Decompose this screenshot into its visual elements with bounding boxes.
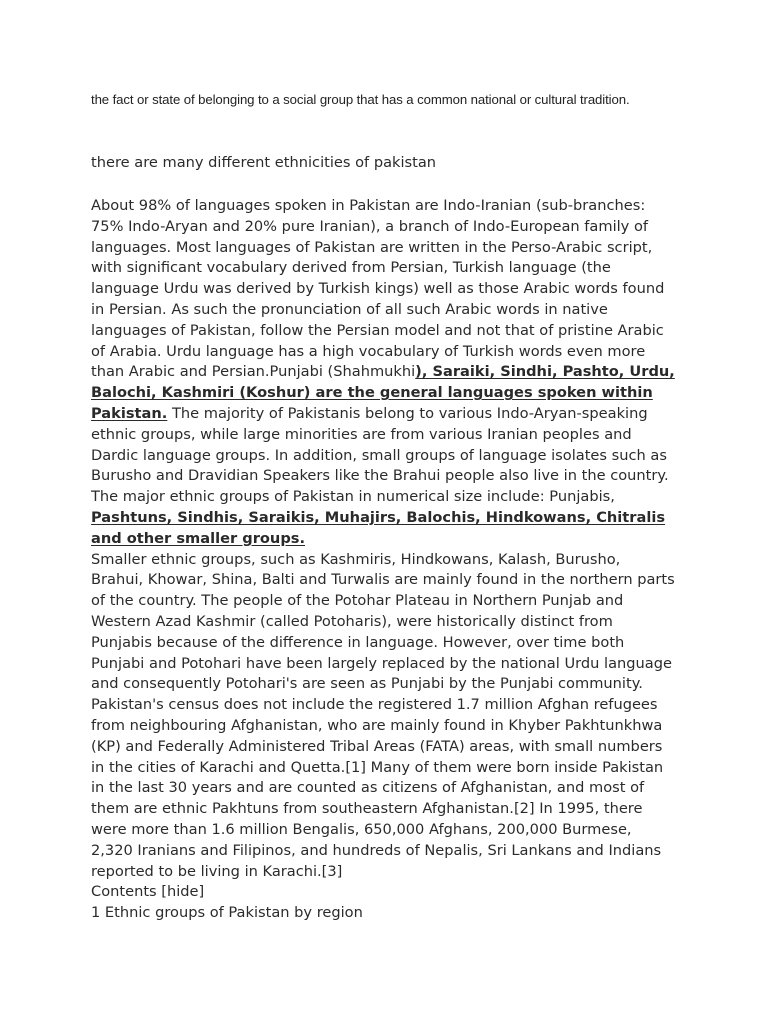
intro-text: there are many different ethnicities of pakistan — [91, 154, 437, 171]
text-line: in the last 30 years and are counted as citizens of Afghanistan, and most of — [91, 779, 645, 797]
definition-text: the fact or state of belonging to a social group that has a common national or cultural tradition. — [91, 92, 630, 107]
text-line: Punjabis because of the difference in language. However, over time both — [91, 633, 625, 651]
text-segment: The majority of Pakistanis belong to various Indo-Aryan-speaking — [167, 404, 648, 422]
text-segment: than Arabic and Persian.Punjabi (Shahmukhi — [91, 363, 416, 381]
text-line — [91, 529, 683, 550]
text-line: Burusho and Dravidian Speakers like the Brahui people also live in the country. — [91, 467, 669, 485]
text-line: of Arabia. Urdu language has a high vocabulary of Turkish words even more — [91, 342, 646, 360]
text-line: of the country. The people of the Potohar Plateau in Northern Punjab and — [91, 592, 624, 610]
contents-item-ethnic-groups[interactable]: 1 Ethnic groups of Pakistan by region — [91, 904, 363, 922]
text-line: About 98% of languages spoken in Pakistan are Indo-Iranian (sub-branches: — [91, 197, 646, 214]
text-line: ethnic groups, while large minorities are from various Iranian peoples and — [91, 425, 632, 443]
text-line: The major ethnic groups of Pakistan in numerical size include: Punjabis, — [91, 488, 615, 506]
text-line — [91, 404, 683, 425]
text-line — [91, 508, 683, 529]
text-line: from neighbouring Afghanistan, who are mainly found in Khyber Pakhtunkhwa — [91, 716, 663, 734]
text-line: were more than 1.6 million Bengalis, 650,000 Afghans, 200,000 Burmese, — [91, 820, 632, 838]
text-line: 75% Indo-Aryan and 20% pure Iranian), a branch of Indo-European family of — [91, 217, 649, 235]
text-line: in Persian. As such the pronunciation of all such Arabic words in native — [91, 300, 608, 318]
text-line: them are ethnic Pakhtuns from southeastern Afghanistan.[2] In 1995, there — [91, 800, 643, 818]
text-line: with significant vocabulary derived from Persian, Turkish language (the — [91, 259, 611, 277]
bold-ethnic-groups-text: Pashtuns, Sindhis, Saraikis, Muhajirs, Balochis, Hindkowans, Chitralis — [91, 508, 666, 526]
text-line: Brahui, Khowar, Shina, Balti and Turwalis are mainly found in the northern parts — [91, 571, 675, 589]
text-line: (KP) and Federally Administered Tribal Areas (FATA) areas, with small numbers — [91, 737, 663, 755]
text-line: Smaller ethnic groups, such as Kashmiris, Hindkowans, Kalash, Burusho, — [91, 550, 621, 568]
bold-ethnic-groups-text: and other smaller groups. — [91, 529, 305, 547]
body-paragraph — [91, 196, 683, 924]
text-line — [91, 362, 683, 383]
text-line: Western Azad Kashmir (called Potoharis), were historically distinct from — [91, 612, 613, 630]
text-line: and consequently Potohari's are seen as Punjabi by the Punjabi community. — [91, 675, 643, 693]
text-line: 2,320 Iranians and Filipinos, and hundreds of Nepalis, Sri Lankans and Indians — [91, 841, 662, 859]
text-line: Pakistan's census does not include the registered 1.7 million Afghan refugees — [91, 696, 658, 714]
bold-languages-text: Balochi, Kashmiri (Koshur) are the general languages spoken within — [91, 384, 653, 402]
text-line: Punjabi and Potohari have been largely replaced by the national Urdu language — [91, 654, 672, 672]
text-line: language Urdu was derived by Turkish kings) well as those Arabic words found — [91, 280, 665, 298]
text-line: languages of Pakistan, follow the Persian model and not that of pristine Arabic — [91, 321, 664, 339]
bold-languages-text: Pakistan. — [91, 404, 168, 422]
bold-languages-text: ), Saraiki, Sindhi, Pashto, Urdu, — [415, 363, 675, 381]
text-line: in the cities of Karachi and Quetta.[1] Many of them were born inside Pakistan — [91, 758, 664, 776]
text-line: Dardic language groups. In addition, small groups of language isolates such as — [91, 446, 667, 464]
text-line: languages. Most languages of Pakistan are written in the Perso-Arabic script, — [91, 238, 653, 256]
text-line: reported to be living in Karachi.[3] — [91, 862, 343, 880]
contents-toggle[interactable]: Contents [hide] — [91, 883, 205, 901]
text-line — [91, 383, 683, 404]
